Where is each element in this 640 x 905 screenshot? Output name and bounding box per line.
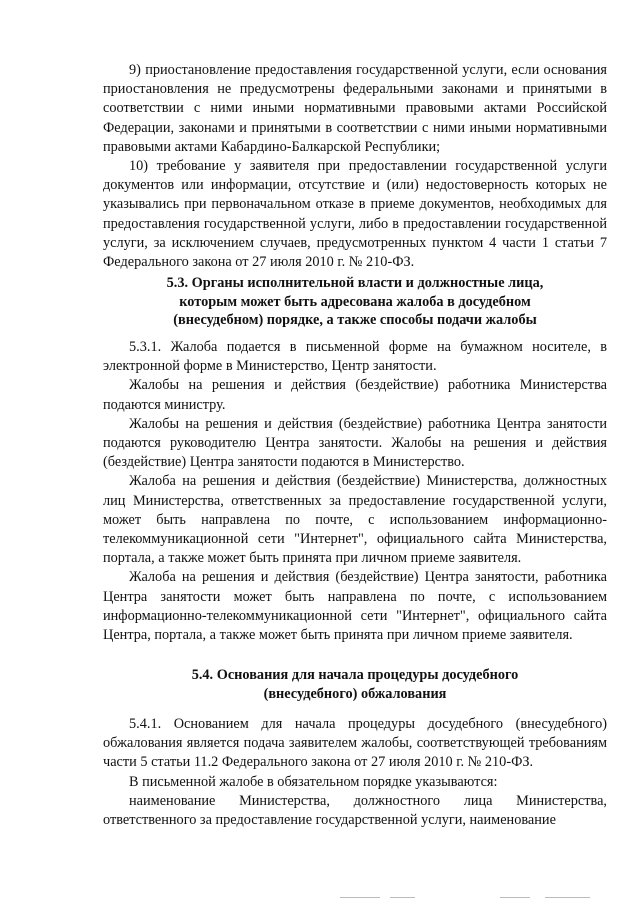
heading-line: (внесудебного) обжалования bbox=[263, 685, 447, 702]
heading-line: 5.3. Органы исполнительной власти и должностные лица, bbox=[166, 275, 544, 291]
paragraph: Жалоба на решения и действия (бездействие) Центра занятости, работника Центра занятости может быть направлена по почте, с использованием информационно-телекоммуникационной сети "Интернет", официального сайта Центра, портала, а также может быть принята при личном приеме заявителя. bbox=[103, 569, 607, 644]
paragraph-5-3-1: 5.3.1. Жалоба подается в письменной форме на бумажном носителе, в электронной форме в Министерство, Центр занятости. bbox=[103, 339, 607, 375]
paragraph: В письменной жалобе в обязательном порядке указываются: bbox=[129, 773, 498, 790]
list-item-9: 9) приостановление предоставления государственной услуги, если основания приостановления не предусмотрены федеральными законами и принятыми в соответствии с ними иными нормативными правовыми актами Российской Федерации, законами и принятыми в соответствии с ними иными нормативными правовыми актами Кабардино-Балкарской Республики; bbox=[103, 62, 607, 155]
list-item-10: 10) требование у заявителя при предоставлении государственной услуги документов или информации, отсутствие и (или) недостоверность которых не указывались при первоначальном отказе в приеме документов, необходимых для предоставления государственной услуги, либо в предоставлении государственной услуги, за исключением случаев, предусмотренных пунктом 4 части 1 статьи 7 Федерального закона от 27 июля 2010 г. № 210-ФЗ. bbox=[103, 158, 607, 271]
paragraph: Жалобы на решения и действия (бездействие) работника Министерства подаются министру. bbox=[103, 377, 607, 413]
paragraph: наименование Министерства, должностного лица Министерства, ответственного за предоставление государственной услуги, наименование bbox=[103, 792, 607, 829]
section-5-4-body bbox=[103, 715, 607, 830]
section-5-4-heading bbox=[103, 666, 607, 703]
paragraph: Жалоба на решения и действия (бездействие) Министерства, должностных лиц Министерства, ответственных за предоставление государственной услуги, может быть направлена по почте, с использованием информационно-телекоммуникационной сети "Интернет", официального сайта Министерства, портала, а также может быть принята при личном приеме заявителя. bbox=[103, 473, 607, 567]
heading-line: (внесудебном) порядке, а также способы подачи жалобы bbox=[173, 312, 537, 328]
heading-line: которым может быть адресована жалоба в досудебном bbox=[179, 293, 531, 310]
paragraph: Жалобы на решения и действия (бездействие) работника Центра занятости подаются руководителю Центра занятости. Жалобы на решения и действия (бездействие) Центра занятости подаются в Министерство. bbox=[103, 415, 607, 471]
scan-artifact-lines bbox=[340, 896, 610, 900]
section-5-3-body bbox=[103, 338, 607, 645]
previous-section-list bbox=[103, 61, 607, 272]
heading-line: 5.4. Основания для начала процедуры досудебного bbox=[191, 667, 519, 683]
section-5-3-heading bbox=[103, 274, 607, 330]
paragraph-5-4-1: 5.4.1. Основанием для начала процедуры досудебного (внесудебного) обжалования является подача заявителем жалобы, соответствующей требованиям части 5 статьи 11.2 Федерального закона от 27 июля 2010 г. № 210-ФЗ. bbox=[103, 716, 607, 771]
